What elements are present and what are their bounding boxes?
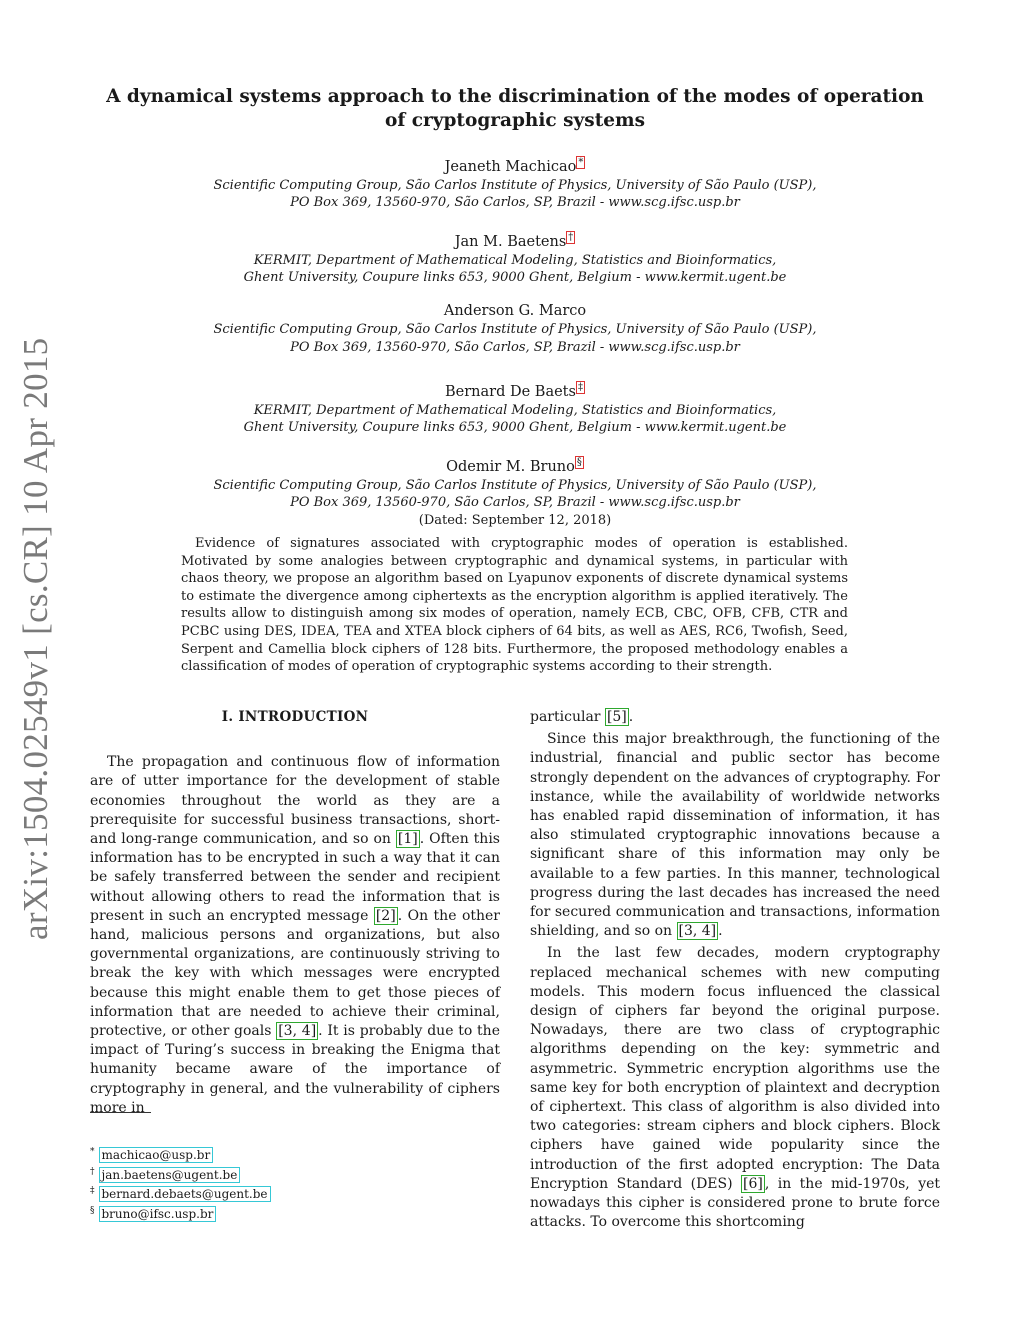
author-name: Jeaneth Machicao *: [444, 157, 584, 175]
footnote: § bruno@ifsc.usp.br: [90, 1203, 271, 1223]
author-affiliation: PO Box 369, 13560-970, São Carlos, SP, Brazil - www.scg.ifsc.usp.br: [290, 339, 740, 355]
paper-title: A dynamical systems approach to the discrimination of the modes of operation of cryptographic systems: [106, 86, 924, 131]
paragraph: The propagation and continuous flow of information are of utter importance for the development of stable economies throughout the world as they are a prerequisite for successful business transactions, short- and long-range communication, and so on [1] . Often this information has to be encrypted in such a way that it can be safely transferred between the sender and recipient without allowing others to read the information that is present in such an encrypted message [2] . On the other hand, malicious persons and organizations, but also governmental organizations, are continuously striving to break the key with which messages were encrypted because this might enable them to get those pieces of information that are needed to achieve their criminal, protective, or other goals [3, 4] . It is probably due to the impact of Turing’s success in breaking the Enigma that humanity became aware of the importance of cryptography in general, and the vulnerability of ciphers more in: [90, 754, 500, 1116]
email-link[interactable]: jan.baetens@ugent.be: [99, 1167, 241, 1183]
email-link[interactable]: machicao@usp.br: [99, 1147, 214, 1163]
citation-link[interactable]: [3, 4]: [278, 1023, 317, 1040]
author-affiliation: PO Box 369, 13560-970, São Carlos, SP, Brazil - www.scg.ifsc.usp.br: [290, 195, 740, 211]
author-name: Anderson G. Marco: [443, 303, 587, 319]
citation-link[interactable]: [6]: [743, 1175, 763, 1192]
citation-link[interactable]: [1]: [397, 831, 418, 848]
author-footnote-link[interactable]: §: [576, 457, 582, 468]
author-block-1: [150, 151, 880, 212]
author-footnote-link[interactable]: ‡: [577, 382, 583, 393]
citation-link[interactable]: [3, 4]: [678, 923, 717, 940]
author-affiliation: Scientific Computing Group, São Carlos Institute of Physics, University of São Paulo (USP),: [213, 477, 817, 493]
footnote: † jan.baetens@ugent.be: [90, 1164, 271, 1184]
paragraph: Since this major breakthrough, the functioning of the industrial, financial and public sector has become strongly dependent on the advances of cryptography. For instance, while the availability of worldwide networks has enabled rapid dissemination of information, it has also stimulated cryptographic innovations because a significant share of this information may only be available to a few parties. In this manner, technological progress during the last decades has increased the need for secured communication and transactions, information shielding, and so on [3, 4] .: [530, 731, 940, 940]
author-name: Bernard De Baets ‡: [445, 382, 583, 400]
author-affiliation: Ghent University, Coupure links 653, 9000 Ghent, Belgium - www.kermit.ugent.be: [243, 420, 787, 436]
author-block-2: [150, 226, 880, 287]
right-column: [530, 708, 940, 1232]
author-affiliation: KERMIT, Department of Mathematical Modeling, Statistics and Bioinformatics,: [253, 402, 777, 418]
author-affiliation: Scientific Computing Group, São Carlos Institute of Physics, University of São Paulo (USP),: [213, 322, 817, 337]
author-footnote-link[interactable]: †: [568, 232, 574, 243]
author-affiliation: Scientific Computing Group, São Carlos Institute of Physics, University of São Paulo (USP),: [213, 177, 817, 193]
author-block-3: [150, 301, 880, 356]
author-block-5: [150, 451, 880, 530]
footnotes: [90, 1144, 271, 1222]
left-column: [90, 708, 500, 1118]
author-name: Jan M. Baetens †: [454, 232, 574, 250]
footnote-divider: [90, 1112, 151, 1113]
author-affiliation: PO Box 369, 13560-970, São Carlos, SP, Brazil - www.scg.ifsc.usp.br: [290, 495, 740, 511]
footnote: ‡ bernard.debaets@ugent.be: [90, 1183, 271, 1203]
author-footnote-link[interactable]: *: [578, 157, 584, 168]
citation-link[interactable]: [5]: [606, 709, 627, 725]
email-link[interactable]: bruno@ifsc.usp.br: [99, 1206, 217, 1222]
citation-link[interactable]: [2]: [375, 907, 396, 924]
author-block-4: [150, 376, 880, 437]
footnote: * machicao@usp.br: [90, 1144, 271, 1164]
arxiv-identifier: arXiv:1504.02549v1 [cs.CR] 10 Apr 2015: [16, 337, 55, 940]
paragraph: particular [5] .: [530, 709, 634, 725]
paragraph: In the last few decades, modern cryptography replaced mechanical schemes with new computing models. This modern focus influenced the classical design of ciphers far beyond the original purpose. Nowadays, there are two class of cryptographic algorithms depending on the key: symmetric and asymmetric. Symmetric encryption algorithms use the same key for both encryption of plaintext and decryption of ciphertext. This class of algorithm is also divided into two categories: stream ciphers and block ciphers. Block ciphers have gained wide popularity since the introduction of the first adopted encryption: The Data Encryption Standard (DES) [6] , in the mid-1970s, yet nowadays this cipher is considered prone to brute force attacks. To overcome this shortcoming: [530, 945, 941, 1231]
author-affiliation: Ghent University, Coupure links 653, 9000 Ghent, Belgium - www.kermit.ugent.be: [243, 270, 787, 286]
author-affiliation: KERMIT, Department of Mathematical Modeling, Statistics and Bioinformatics,: [253, 252, 777, 268]
email-link[interactable]: bernard.debaets@ugent.be: [99, 1186, 271, 1202]
section-heading: I. INTRODUCTION: [221, 709, 369, 725]
dated-line: (Dated: September 12, 2018): [418, 512, 612, 528]
abstract: Evidence of signatures associated with cryptographic modes of operation is established. Motivated by some analogies between cryptographic and dynamical systems, in particular with chaos theory, we propose an algorithm based on Lyapunov exponents of discrete dynamical systems to estimate the divergence among ciphertexts as the encryption algorithm is applied iteratively. The results allow to distinguish among six modes of operation, namely ECB, CBC, OFB, CFB, CTR and PCBC using DES, IDEA, TEA and XTEA block ciphers of 64 bits, as well as AES, RC6, Twofish, Seed, Serpent and Camellia block ciphers of 128 bits. Furthermore, the proposed methodology enables a classification of modes of operation of cryptographic systems according to their strength.: [181, 536, 848, 675]
author-name: Odemir M. Bruno §: [446, 457, 582, 475]
